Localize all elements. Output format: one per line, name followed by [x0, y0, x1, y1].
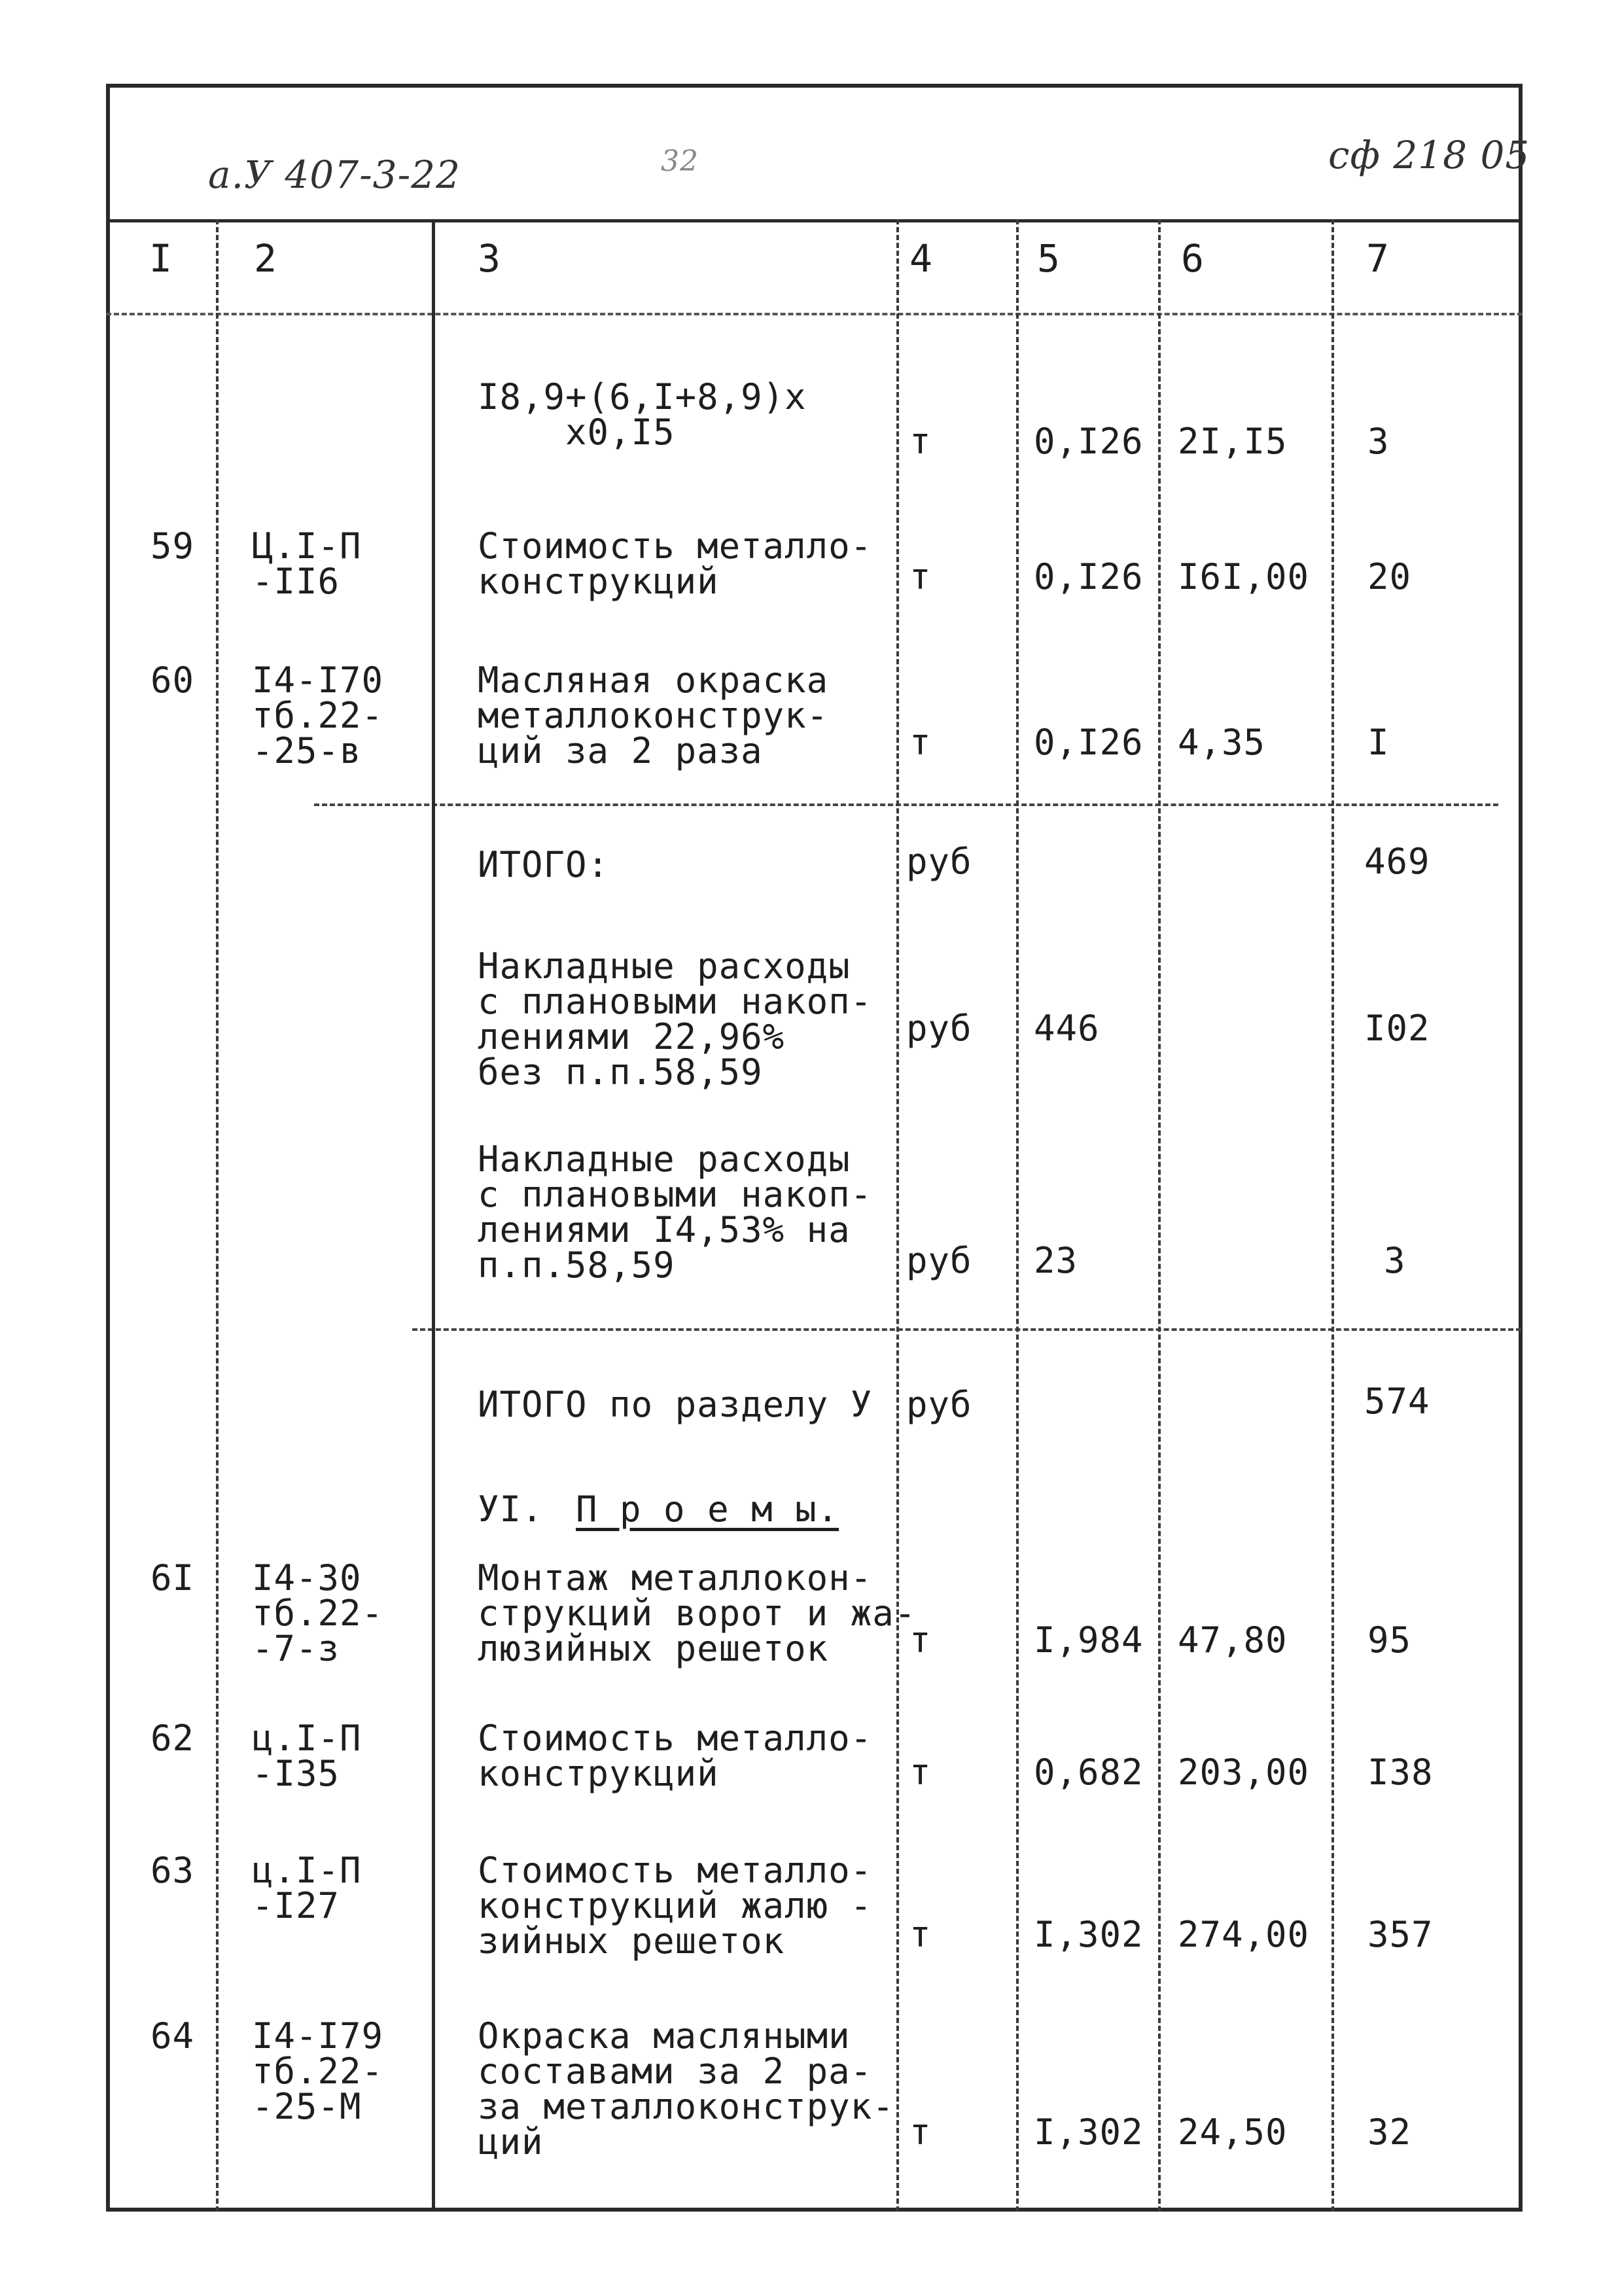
row-unit: руб — [906, 841, 972, 882]
row-desc: Накладные расходы с плановыми накоп- лениями 22,96% без п.п.58,59 — [478, 945, 873, 1093]
row-num: 60 — [150, 660, 195, 701]
col-divider-3 — [896, 219, 899, 2212]
row-qty: I,984 — [1034, 1619, 1144, 1661]
row-desc: Монтаж металлокон- струкций ворот и жа- люзийных решеток — [478, 1557, 917, 1669]
row-total: 3 — [1367, 421, 1390, 462]
row-qty: 0,I26 — [1034, 421, 1144, 462]
row-total: 357 — [1367, 1914, 1434, 1955]
column-header-3: 3 — [478, 236, 501, 281]
row-unit: т — [909, 1752, 932, 1793]
row-num: 62 — [150, 1718, 195, 1759]
doc-code: а.У 407-3-22 — [208, 152, 461, 197]
row-price: 203,00 — [1178, 1752, 1310, 1793]
subtotal-rule — [314, 804, 1498, 806]
row-price: 274,00 — [1178, 1914, 1310, 1955]
row-unit: т — [909, 556, 932, 597]
row-total: I — [1367, 722, 1390, 763]
row-total: 95 — [1367, 1619, 1412, 1661]
header-rule — [106, 219, 1523, 222]
column-header-5: 5 — [1037, 236, 1061, 281]
row-code: I4-I79 тб.22- -25-М — [252, 2015, 384, 2127]
row-qty: 446 — [1034, 1008, 1100, 1049]
column-header-2: 2 — [254, 236, 277, 281]
row-qty: 23 — [1034, 1240, 1078, 1281]
row-unit: т — [909, 421, 932, 462]
row-desc: Стоимость металло- конструкций — [478, 1718, 873, 1794]
row-total: I38 — [1367, 1752, 1434, 1793]
section-number: УI. — [478, 1489, 544, 1530]
section-total-label: ИТОГО по разделу У — [478, 1384, 873, 1425]
section-total-rule — [412, 1328, 1521, 1331]
row-desc: I8,9+(6,I+8,9)х х0,I5 — [478, 376, 807, 453]
column-header-7: 7 — [1366, 236, 1390, 281]
section-title: П р о е м ы. — [576, 1489, 839, 1530]
column-header-4: 4 — [909, 236, 933, 281]
row-total: 574 — [1364, 1381, 1430, 1422]
column-header-rule — [106, 313, 1523, 315]
row-unit: руб — [906, 1384, 972, 1425]
row-total: 3 — [1384, 1240, 1406, 1281]
row-desc: Стоимость металло- конструкций жалю - зийных решеток — [478, 1850, 873, 1962]
row-code: I4-I70 тб.22- -25-в — [252, 660, 384, 771]
row-num: 64 — [150, 2015, 195, 2057]
col-divider-2 — [432, 219, 435, 2212]
row-unit: т — [909, 1619, 932, 1661]
row-price: 24,50 — [1178, 2111, 1288, 2153]
row-code: ц.I-П -I27 — [252, 1850, 362, 1926]
row-qty: 0,I26 — [1034, 722, 1144, 763]
row-price: 2I,I5 — [1178, 421, 1288, 462]
col-divider-6 — [1331, 219, 1334, 2212]
row-qty: 0,682 — [1034, 1752, 1144, 1793]
col-divider-4 — [1016, 219, 1019, 2212]
row-total: 20 — [1367, 556, 1412, 597]
row-code: Ц.I-П -II6 — [252, 525, 362, 602]
row-num: 63 — [150, 1850, 195, 1891]
row-total: 469 — [1364, 841, 1430, 882]
column-header-6: 6 — [1181, 236, 1205, 281]
row-code: I4-30 тб.22- -7-з — [252, 1557, 384, 1669]
column-header-1: I — [149, 236, 173, 281]
subtotal-label: ИТОГО: — [478, 844, 610, 885]
row-unit: т — [909, 722, 932, 763]
row-qty: I,302 — [1034, 1914, 1144, 1955]
row-qty: 0,I26 — [1034, 556, 1144, 597]
row-code: ц.I-П -I35 — [252, 1718, 362, 1794]
row-price: 4,35 — [1178, 722, 1266, 763]
row-price: 47,80 — [1178, 1619, 1288, 1661]
row-total: 32 — [1367, 2111, 1412, 2153]
row-unit: руб — [906, 1008, 972, 1049]
sheet-code: сф 218 05 — [1328, 133, 1530, 177]
row-unit: т — [909, 1914, 932, 1955]
row-unit: т — [909, 2111, 932, 2153]
row-price: I6I,00 — [1178, 556, 1310, 597]
row-qty: I,302 — [1034, 2111, 1144, 2153]
row-num: 6I — [150, 1557, 195, 1598]
row-desc: Масляная окраска металлоконструк- ций за 2 раза — [478, 660, 829, 771]
row-desc: Стоимость металло- конструкций — [478, 525, 873, 602]
row-desc: Окраска масляными составами за 2 ра- за металлоконструк- ций — [478, 2015, 894, 2163]
page-number: 32 — [661, 145, 699, 178]
col-divider-5 — [1158, 219, 1161, 2212]
row-num: 59 — [150, 525, 195, 567]
col-divider-1 — [216, 219, 219, 2212]
row-desc: Накладные расходы с плановыми накоп- лениями I4,53% на п.п.58,59 — [478, 1139, 873, 1286]
row-total: I02 — [1364, 1008, 1430, 1049]
row-unit: руб — [906, 1240, 972, 1281]
